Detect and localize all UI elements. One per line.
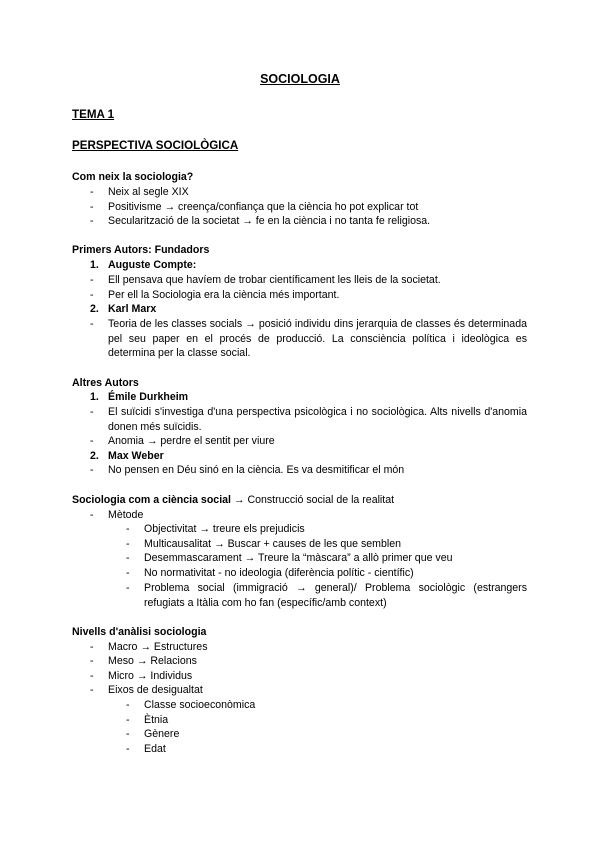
- tema-heading: TEMA 1: [72, 108, 115, 121]
- list-item: Neix al segle XIX: [108, 186, 189, 198]
- bullet-dash: -: [126, 699, 130, 711]
- author-number: 1.: [90, 391, 99, 403]
- list-item: Ell pensava que havíem de trobar científicament les lleis de la societat.: [108, 274, 441, 286]
- s2-heading: Primers Autors: Fundadors: [72, 244, 210, 256]
- bullet-dash: -: [126, 582, 130, 594]
- bullet-dash: -: [90, 684, 94, 696]
- list-item: Anomia → perdre el sentit per viure: [108, 435, 275, 447]
- s3-heading: Altres Autors: [72, 377, 139, 389]
- bullet-dash: -: [90, 670, 94, 682]
- sub-list-item: Gènere: [144, 728, 180, 740]
- author-number: 1.: [90, 259, 99, 271]
- sub-list-item: No normativitat - no ideologia (diferència polític - científic): [144, 567, 414, 579]
- sub-list-item: Desemmascarament → Treure la “màscara” a allò primer que veu: [144, 552, 453, 564]
- bullet-dash: -: [126, 714, 130, 726]
- bullet-dash: -: [90, 186, 94, 198]
- sub-list-item: Classe socioeconòmica: [144, 699, 256, 711]
- bullet-dash: -: [126, 567, 130, 579]
- list-item: Secularització de la societat → fe en la ciència i no tanta fe religiosa.: [108, 215, 431, 227]
- author-name: Émile Durkheim: [108, 391, 189, 403]
- bullet-dash: -: [126, 743, 130, 755]
- bullet-dash: -: [126, 523, 130, 535]
- s4-heading-bold: Sociologia com a ciència social: [72, 494, 231, 506]
- author-name: Karl Marx: [108, 303, 157, 315]
- list-item: No pensen en Déu sinó en la ciència. Es va desmitificar el món: [108, 464, 405, 476]
- list-item: Per ell la Sociologia era la ciència més important.: [108, 289, 340, 301]
- bullet-dash: -: [90, 435, 94, 447]
- s4-heading-rest: → Construcció social de la realitat: [230, 494, 395, 506]
- sub-list-item: Objectivitat → treure els prejudicis: [144, 523, 305, 535]
- section-heading: PERSPECTIVA SOCIOLÒGICA: [72, 139, 239, 152]
- author-name: Max Weber: [108, 450, 164, 462]
- list-item: Micro → Individus: [108, 670, 193, 682]
- bullet-dash: -: [90, 318, 94, 330]
- sub-list-item: Ètnia: [144, 714, 169, 726]
- list-item: Meso → Relacions: [108, 655, 197, 667]
- bullet-dash: -: [90, 641, 94, 653]
- author-number: 2.: [90, 303, 99, 315]
- s1-heading: Com neix la sociologia?: [72, 171, 194, 183]
- list-item: Positivisme → creença/confiança que la ciència ho pot explicar tot: [108, 201, 419, 213]
- author-number: 2.: [90, 450, 99, 462]
- list-item: El suïcidi s'investiga d'una perspectiva psicològica i no sociològica. Alts nivells d'anomia donen més suïcidis.: [108, 406, 527, 433]
- bullet-dash: -: [90, 406, 94, 418]
- bullet-dash: -: [90, 509, 94, 521]
- list-item: Eixos de desigualtat: [108, 684, 203, 696]
- bullet-dash: -: [90, 274, 94, 286]
- bullet-dash: -: [126, 552, 130, 564]
- bullet-dash: -: [90, 464, 94, 476]
- sub-list-item: Problema social (immigració → general)/ Problema sociològic (estrangers refugiats a Itàlia com ho fan (específic/amb context): [144, 582, 527, 609]
- bullet-dash: -: [90, 655, 94, 667]
- bullet-dash: -: [90, 215, 94, 227]
- sub-list-item: Multicausalitat → Buscar + causes de les que semblen: [144, 538, 402, 550]
- bullet-dash: -: [90, 289, 94, 301]
- bullet-dash: -: [90, 201, 94, 213]
- s4-heading: [72, 493, 394, 508]
- bullet-dash: -: [126, 728, 130, 740]
- document-title: SOCIOLOGIA: [260, 72, 340, 86]
- sub-list-item: Edat: [144, 743, 166, 755]
- author-name: Auguste Compte:: [108, 259, 197, 271]
- s5-heading: Nivells d'anàlisi sociologia: [72, 626, 207, 638]
- list-item: Macro → Estructures: [108, 641, 208, 653]
- bullet-dash: -: [126, 538, 130, 550]
- list-item: Mètode: [108, 509, 144, 521]
- list-item: Teoria de les classes socials → posició individu dins jerarquia de classes és determinada pel seu paper en el procés de producció. La consciència política i ideològica es determina per la classe social.: [108, 318, 527, 360]
